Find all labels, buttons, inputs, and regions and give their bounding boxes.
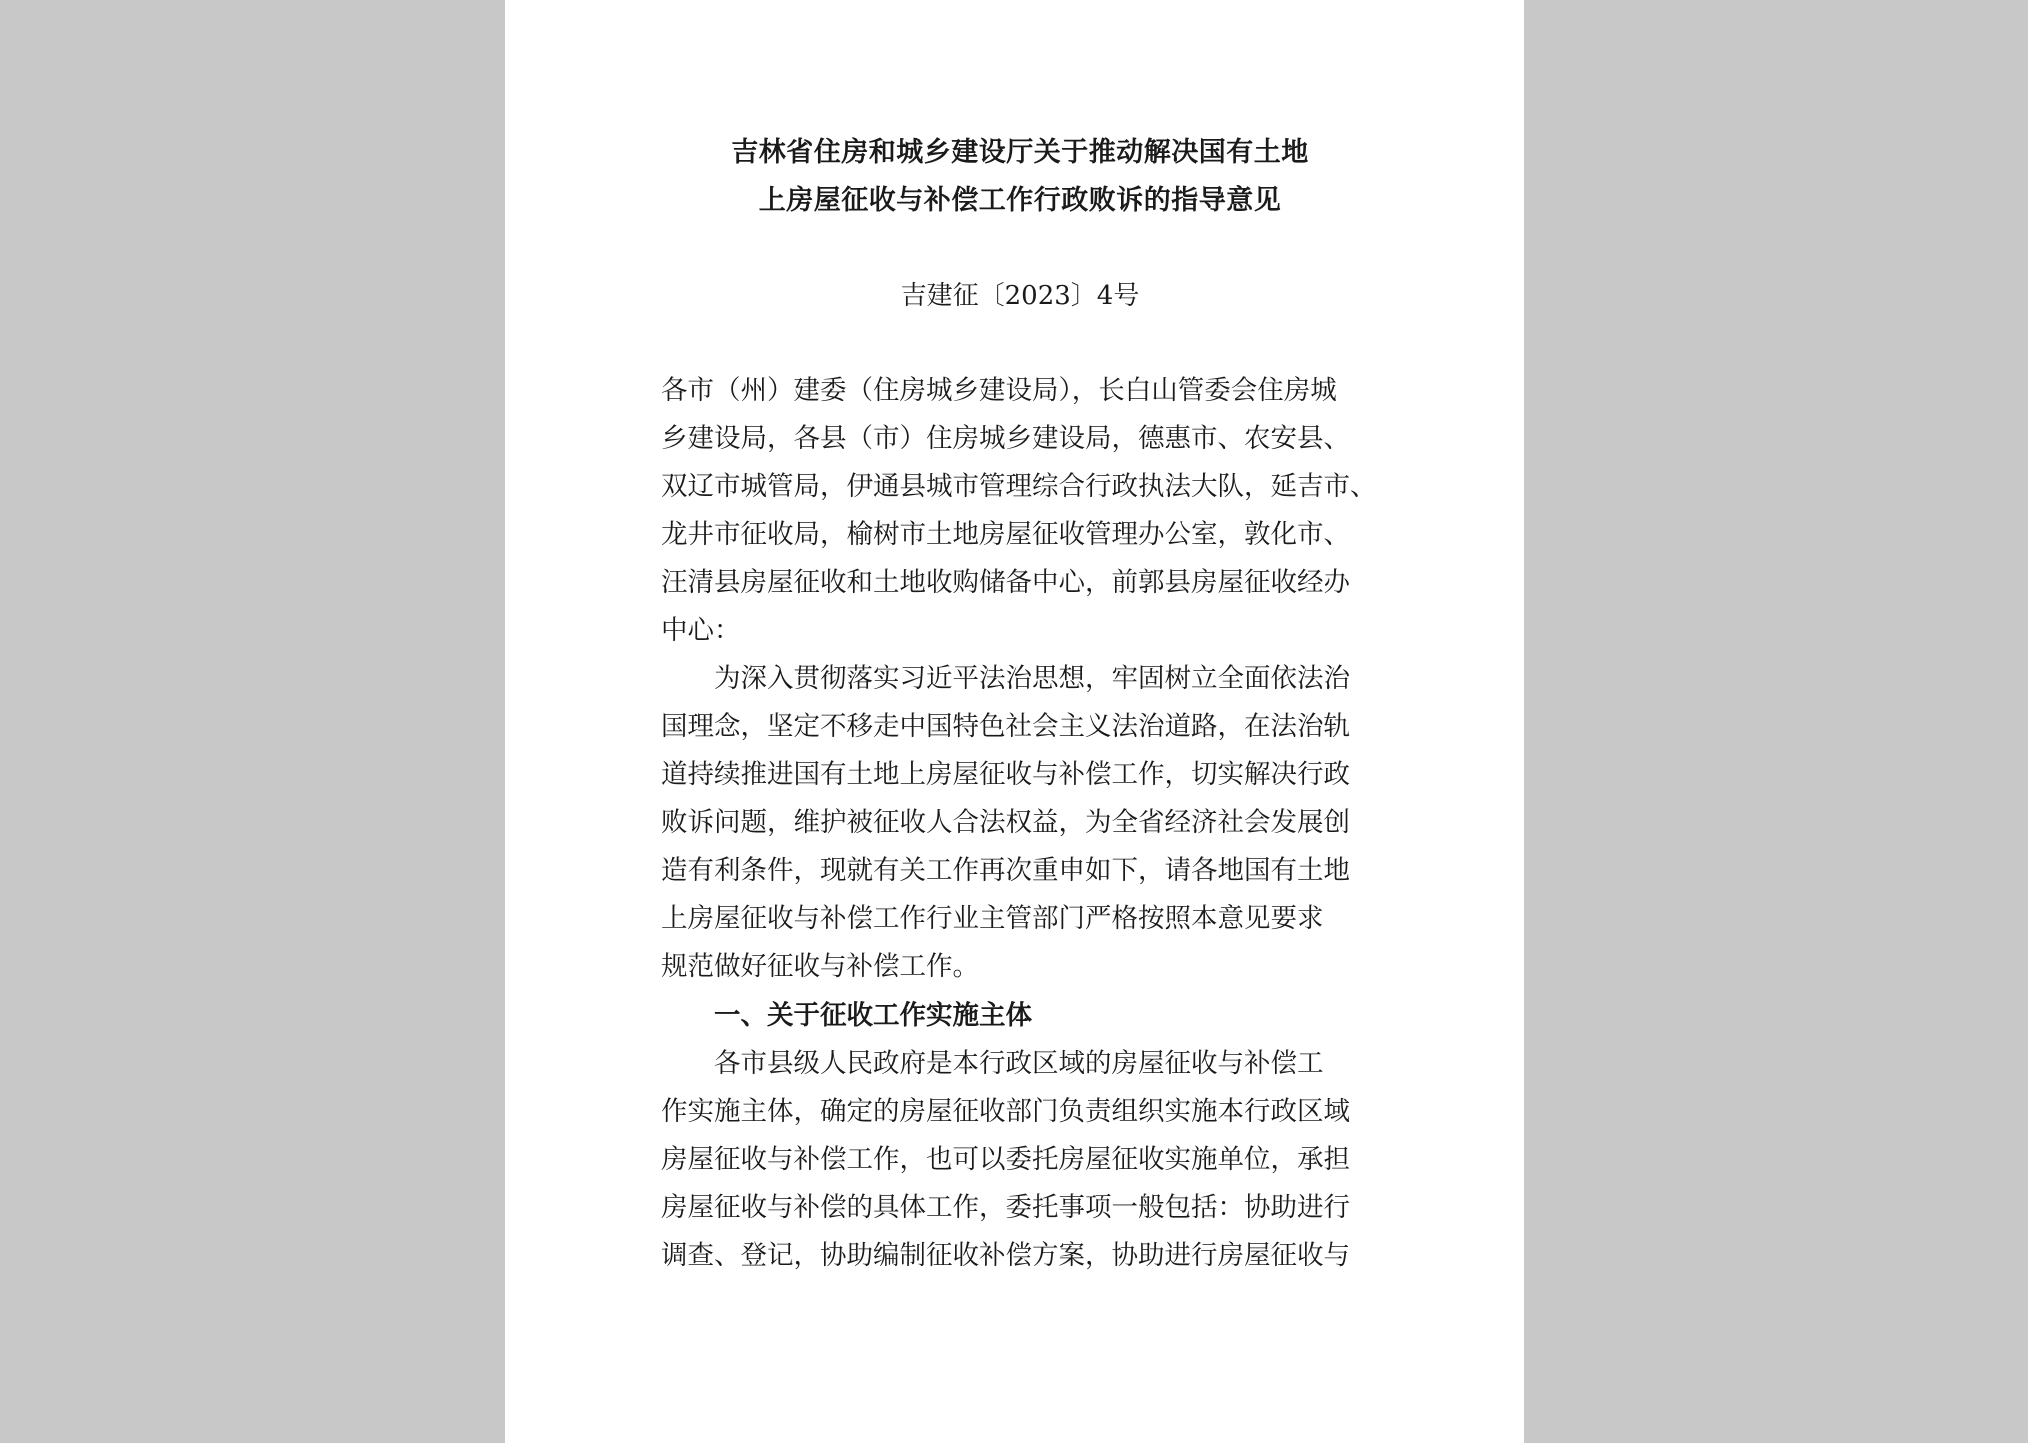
recipients-line: 中心： bbox=[661, 615, 741, 646]
intro-paragraph-line: 败诉问题，维护被征收人合法权益，为全省经济社会发展创 bbox=[661, 807, 1350, 838]
recipients-line: 龙井市征收局，榆树市土地房屋征收管理办公室，敦化市、 bbox=[661, 519, 1350, 550]
recipients-line: 双辽市城管局，伊通县城市管理综合行政执法大队，延吉市、 bbox=[661, 471, 1377, 502]
document-title-line-2: 上房屋征收与补偿工作行政败诉的指导意见 bbox=[758, 185, 1282, 216]
document-title-line-1: 吉林省住房和城乡建设厅关于推动解决国有土地 bbox=[731, 137, 1309, 168]
section-paragraph-line: 作实施主体，确定的房屋征收部门负责组织实施本行政区域 bbox=[661, 1096, 1350, 1127]
section-heading: 一、关于征收工作实施主体 bbox=[714, 1000, 1032, 1031]
intro-paragraph-line: 国理念，坚定不移走中国特色社会主义法治道路，在法治轨 bbox=[661, 711, 1350, 742]
intro-paragraph-line: 上房屋征收与补偿工作行业主管部门严格按照本意见要求 bbox=[661, 903, 1324, 934]
intro-paragraph-line: 道持续推进国有土地上房屋征收与补偿工作，切实解决行政 bbox=[661, 759, 1350, 790]
intro-paragraph-line: 造有利条件，现就有关工作再次重申如下，请各地国有土地 bbox=[661, 855, 1350, 886]
section-paragraph-line: 房屋征收与补偿的具体工作，委托事项一般包括：协助进行 bbox=[661, 1192, 1350, 1223]
document-number: 吉建征〔2023〕4号 bbox=[900, 281, 1140, 311]
document-page bbox=[505, 0, 1524, 1443]
section-paragraph-line: 各市县级人民政府是本行政区域的房屋征收与补偿工 bbox=[714, 1048, 1324, 1079]
recipients-line: 乡建设局，各县（市）住房城乡建设局，德惠市、农安县、 bbox=[661, 423, 1350, 454]
section-paragraph-line: 调查、登记，协助编制征收补偿方案，协助进行房屋征收与 bbox=[661, 1240, 1350, 1271]
section-paragraph-line: 房屋征收与补偿工作，也可以委托房屋征收实施单位，承担 bbox=[661, 1144, 1350, 1175]
recipients-line: 汪清县房屋征收和土地收购储备中心，前郭县房屋征收经办 bbox=[661, 567, 1350, 598]
intro-paragraph-line: 规范做好征收与补偿工作。 bbox=[661, 951, 979, 982]
recipients-line: 各市（州）建委（住房城乡建设局），长白山管委会住房城 bbox=[661, 375, 1337, 406]
intro-paragraph-line: 为深入贯彻落实习近平法治思想，牢固树立全面依法治 bbox=[714, 663, 1350, 694]
